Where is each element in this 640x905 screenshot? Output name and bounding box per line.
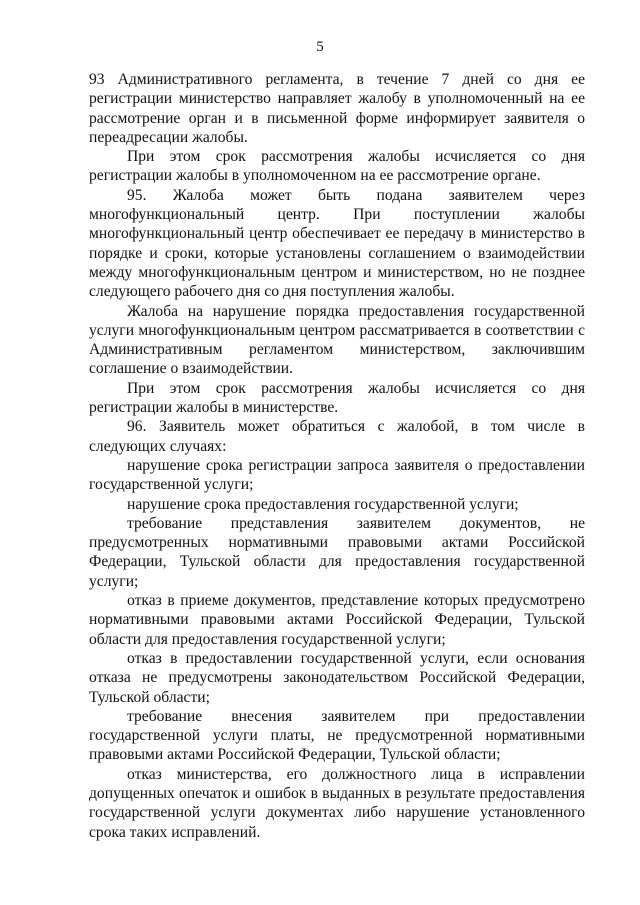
list-item: требование внесения заявителем при предоставлении государственной услуги платы, не предусмотренной нормативными правовыми актами Российской Федерации, Тульской области;: [89, 707, 585, 764]
document-body: [89, 70, 585, 842]
list-item: отказ министерства, его должностного лица в исправлении допущенных опечаток и ошибок в выданных в результате предоставления государственной услуги документах либо нарушение установленного срока таких исправлений.: [89, 765, 585, 841]
page-number: 5: [316, 39, 324, 55]
paragraph-item-96: 96. Заявитель может обратиться с жалобой, в том числе в следующих случаях:: [89, 418, 585, 455]
paragraph-continuation: 93 Административного регламента, в течение 7 дней со дня ее регистрации министерство направляет жалобу в уполномоченный на ее рассмотрение орган и в письменной форме информирует заявителя о переадресации жалобы.: [89, 71, 585, 146]
paragraph: При этом срок рассмотрения жалобы исчисляется со дня регистрации жалобы в уполномоченном на ее рассмотрение органе.: [89, 148, 585, 185]
paragraph-item-95: 95. Жалоба может быть подана заявителем через многофункциональный центр. При поступлении жалобы многофункциональный центр обеспечивает ее передачу в министерство в порядке и сроки, которые установлены соглашением о взаимодействии между многофункциональным центром и министерством, но не позднее следующего рабочего дня со дня поступления жалобы.: [89, 186, 585, 301]
list-item: нарушение срока регистрации запроса заявителя о предоставлении государственной услуги;: [89, 456, 585, 494]
list-item: отказ в приеме документов, представление которых предусмотрено нормативными правовыми актами Российской Федерации, Тульской области для предоставления государственной услуги;: [89, 592, 585, 648]
list-item: отказ в предоставлении государственной услуги, если основания отказа не предусмотрены законодательством Российской Федерации, Тульской области;: [89, 649, 585, 706]
paragraph: Жалоба на нарушение порядка предоставления государственной услуги многофункциональным центром рассматривается в соответствии с Административным регламентом министерством, заключившим соглашение о взаимодействии.: [89, 302, 585, 378]
paragraph: При этом срок рассмотрения жалобы исчисляется со дня регистрации жалобы в министерстве.: [89, 379, 585, 417]
list-item: требование представления заявителем документов, не предусмотренных нормативными правовыми актами Российской Федерации, Тульской области для предоставления государственной услуги;: [89, 514, 585, 590]
list-item: нарушение срока предоставления государственной услуги;: [127, 495, 519, 513]
